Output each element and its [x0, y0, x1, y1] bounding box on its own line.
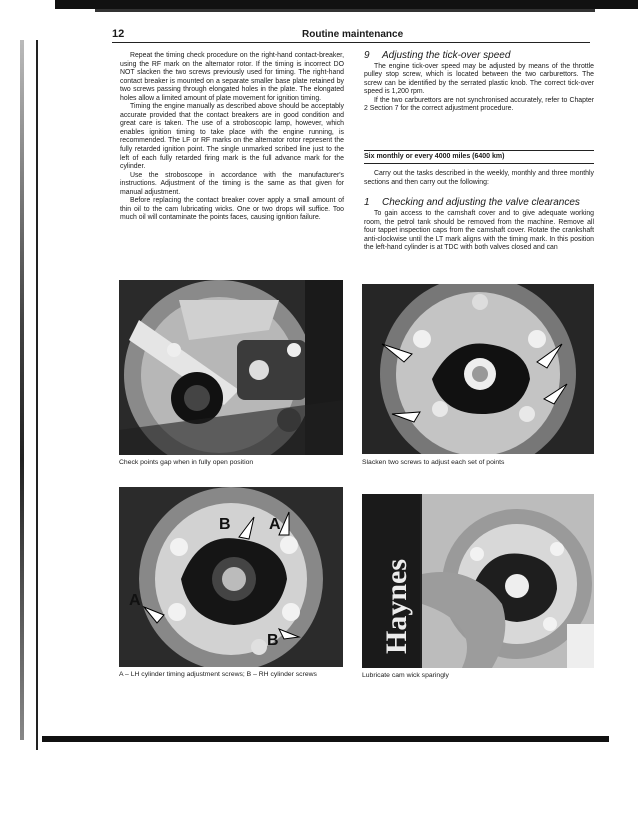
- photo-cam-wick: [362, 494, 594, 668]
- paragraph: Use the stroboscope in accordance with the manufacturer's instructions. Adjustment of the timing is the same as that given for manual adjustment.: [120, 171, 344, 196]
- running-title: Routine maintenance: [302, 29, 404, 40]
- photo-caption: Slacken two screws to adjust each set of points: [362, 459, 505, 466]
- scan-edge-left: [20, 40, 24, 740]
- photo-caption: A – LH cylinder timing adjustment screws; B – RH cylinder screws: [119, 671, 317, 678]
- photo-contact-breaker-gap: [119, 280, 343, 455]
- photo-caption: Check points gap when in fully open position: [119, 459, 254, 466]
- paragraph: Timing the engine manually as described above should be acceptably accurate provided that the contact breakers are in good condition and great care is taken. The use of a stroboscopic lamp, however, which enables ignition timing to take place with the engine running, is recommended. The LF or RF marks on the alternator rotor represent the fully retarded ignition point. The single unmarked scribed line just to the left of each fully retarded firing mark is the full advance mark for the cylinder.: [120, 103, 344, 171]
- paragraph: If the two carburettors are not synchronised accurately, refer to Chapter 2 Section 7 for the correct adjustment procedure.: [364, 96, 594, 113]
- photo-slacken-screws: [362, 284, 594, 454]
- page-header: [112, 28, 590, 43]
- paragraph: Before replacing the contact breaker cover apply a small amount of thin oil to the cam lubricating wicks. One or two drops will suffice. Too much oil will contaminate the points faces, causing ignition failure.: [120, 197, 344, 222]
- callout-label: B: [219, 516, 231, 533]
- section-heading: 9 Adjusting the tick-over speed: [364, 50, 511, 61]
- callout-label: A: [129, 592, 141, 609]
- paragraph: Carry out the tasks described in the weekly, monthly and three monthly sections and then carry out the following:: [364, 170, 594, 186]
- paragraph: The engine tick-over speed may be adjusted by means of the throttle pulley stop screw, which is located between the two carburettors. The screw can be identified by the serrated plastic knob. The correct tick-over speed is 1,200 rpm.: [364, 62, 594, 96]
- callout-label: A: [269, 516, 281, 533]
- interval-heading: Six monthly or every 4000 miles (6400 km): [364, 150, 594, 165]
- callout-label: B: [267, 632, 279, 649]
- section-heading: 1 Checking and adjusting the valve clearances: [364, 197, 580, 209]
- left-column: [120, 52, 344, 223]
- photo-timing-adjustment-screws: [119, 487, 343, 667]
- photo-caption: Lubricate cam wick sparingly: [362, 672, 449, 679]
- page-margin-line: [36, 40, 38, 750]
- right-column: [364, 52, 594, 253]
- scan-edge-top: [55, 0, 638, 9]
- watermark-text: Haynes: [380, 558, 413, 654]
- page-number: 12: [112, 28, 125, 40]
- scan-edge-top-shadow: [95, 9, 595, 12]
- scan-edge-bottom: [42, 736, 609, 742]
- paragraph: Repeat the timing check procedure on the right-hand contact-breaker, using the RF mark on the alternator rotor. If the timing is incorrect DO NOT slacken the two screws previously used for timing. The right-hand contact breaker is mounted on a separate smaller base plate retained by two screws passing through elongated holes in the plate. The elongated holes allow a limited amount of plate movement for ignition timing.: [120, 52, 344, 102]
- paragraph: To gain access to the camshaft cover and to give adequate working room, the petrol tank should be removed from the machine. Remove all four tappet inspection caps from the camshaft cover. Rotate the crankshaft anti-clockwise until the LT mark aligns with the timing mark. In this position the left-hand cylinder is at TDC with both valves closed and can: [364, 210, 594, 252]
